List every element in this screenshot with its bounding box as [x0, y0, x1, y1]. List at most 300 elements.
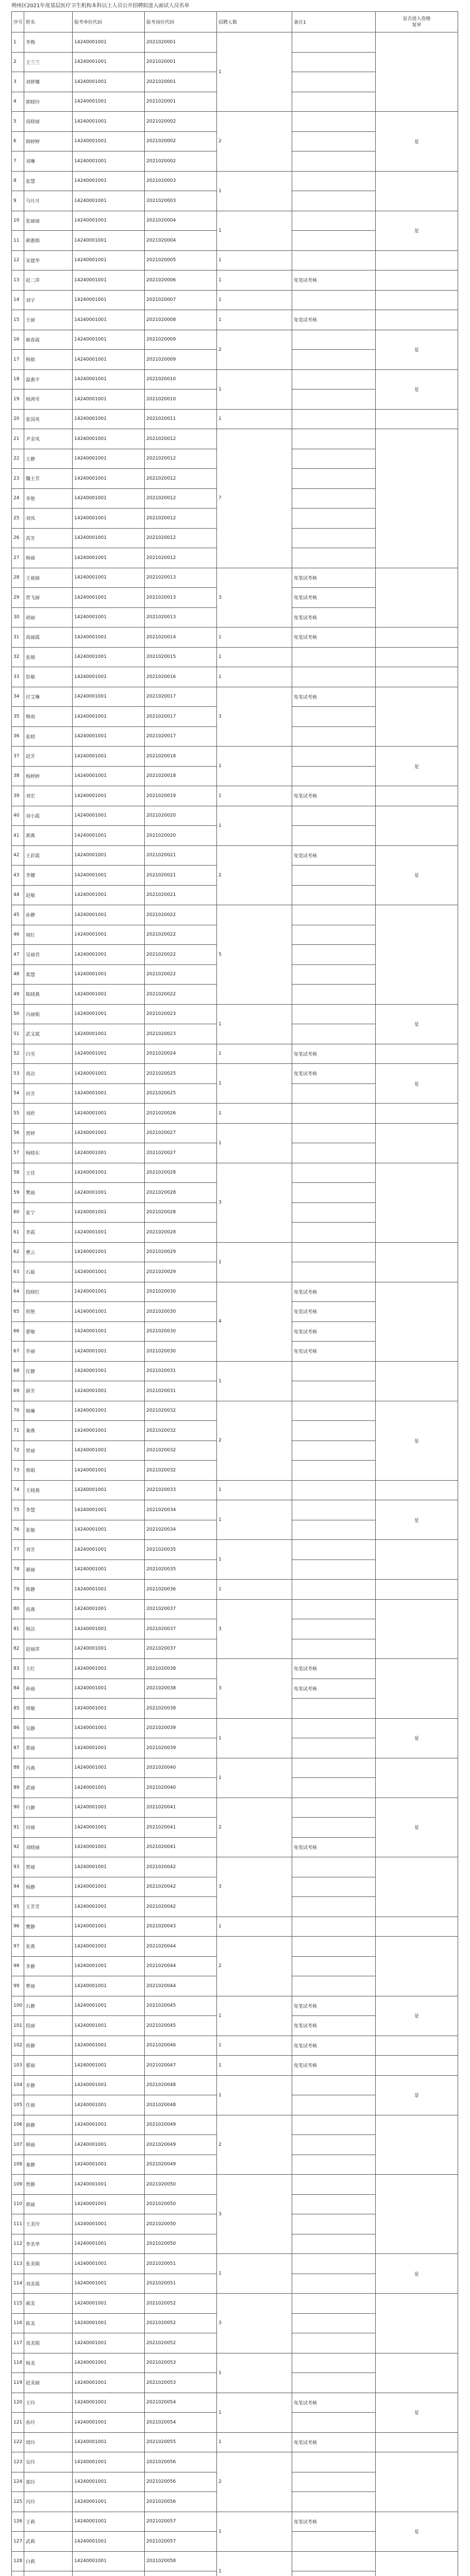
post-code: 2021020026	[145, 1104, 217, 1124]
table-row	[12, 1580, 458, 1600]
applicant-name: 李娜	[24, 866, 73, 886]
post-code: 2021020025	[145, 1083, 217, 1104]
recruit-count: 1	[217, 1540, 292, 1580]
row-index: 97	[12, 1937, 24, 1957]
post-code: 2021020038	[145, 1679, 217, 1699]
entry-status	[376, 1361, 458, 1401]
row-index: 9	[12, 191, 24, 211]
unit-code: 14240001001	[73, 687, 145, 707]
applicant-name: 刘美霞	[24, 2274, 73, 2294]
unit-code: 14240001001	[73, 1143, 145, 1163]
remark	[292, 1917, 376, 1937]
row-index: 20	[12, 409, 24, 429]
table-row	[12, 1004, 458, 1024]
row-index	[12, 2571, 24, 2576]
entry-status	[376, 290, 458, 310]
applicant-name: 李美华	[24, 2234, 73, 2254]
post-code: 2021020049	[145, 2115, 217, 2135]
post-code: 2021020007	[145, 290, 217, 310]
applicant-name: 杨晓东	[24, 1143, 73, 1163]
unit-code: 14240001001	[73, 985, 145, 1005]
unit-code: 14240001001	[73, 1877, 145, 1897]
entry-status	[376, 1758, 458, 1798]
applicant-name: 赵敏	[24, 885, 73, 905]
unit-code: 14240001001	[73, 1619, 145, 1639]
table-header	[12, 12, 458, 32]
unit-code: 14240001001	[73, 1599, 145, 1619]
recruit-count: 1	[217, 2353, 292, 2393]
post-code: 2021020009	[145, 330, 217, 350]
applicant-name: 韩婷婷	[24, 131, 73, 151]
row-index: 42	[12, 845, 24, 866]
row-index: 100	[12, 1996, 24, 2016]
entry-status	[376, 2036, 458, 2056]
applicant-name: 郝春霞	[24, 330, 73, 350]
applicant-name: 陈美	[24, 2313, 73, 2333]
recruit-count: 3	[217, 1857, 292, 1917]
recruit-count: 1	[217, 806, 292, 845]
post-code: 2021020030	[145, 1302, 217, 1322]
entry-status	[376, 1044, 458, 1064]
table-row	[12, 2056, 458, 2076]
recruit-count: 1	[217, 1242, 292, 1282]
row-index: 36	[12, 726, 24, 747]
remark	[292, 1401, 376, 1421]
row-index: 87	[12, 1738, 24, 1758]
remark	[292, 925, 376, 945]
table-row	[12, 270, 458, 291]
post-code: 2021020050	[145, 2175, 217, 2195]
post-code: 2021020004	[145, 211, 217, 231]
applicant-name: 张丽丽	[24, 211, 73, 231]
applicant-name: 王莉	[24, 2512, 73, 2532]
entry-status: 是	[376, 2075, 458, 2115]
recruit-count: 1	[217, 2036, 292, 2056]
unit-code: 14240001001	[73, 1024, 145, 1044]
unit-code: 14240001001	[73, 1242, 145, 1262]
recruit-count: 1	[217, 747, 292, 786]
recruit-count: 1	[217, 1580, 292, 1600]
applicant-name: 段丽	[24, 2016, 73, 2036]
remark	[292, 1123, 376, 1143]
unit-code: 14240001001	[73, 1044, 145, 1064]
post-code: 2021020013	[145, 588, 217, 608]
row-index: 41	[12, 826, 24, 846]
recruit-count: 3	[217, 568, 292, 628]
row-index: 7	[12, 151, 24, 172]
remark	[292, 647, 376, 667]
entry-status: 是	[376, 330, 458, 369]
remark	[292, 449, 376, 469]
post-code: 2021020029	[145, 1242, 217, 1262]
row-index: 57	[12, 1143, 24, 1163]
applicant-name: 樊丽	[24, 1183, 73, 1203]
table-row	[12, 628, 458, 648]
applicant-name: 陈晓燕	[24, 985, 73, 1005]
row-index: 50	[12, 1004, 24, 1024]
post-code: 2021020054	[145, 2413, 217, 2433]
entry-status: 是	[376, 2254, 458, 2294]
applicant-name: 杨洁	[24, 1619, 73, 1639]
remark	[292, 2155, 376, 2175]
applicant-name: 张宁	[24, 1202, 73, 1223]
remark	[292, 2294, 376, 2314]
remark: 免笔试考核	[292, 2393, 376, 2413]
applicant-name: 王静	[24, 449, 73, 469]
entry-status	[376, 2551, 458, 2576]
row-index: 35	[12, 707, 24, 727]
table-row	[12, 290, 458, 310]
remark	[292, 1262, 376, 1282]
row-index: 13	[12, 270, 24, 291]
applicant-name: 刘凤	[24, 509, 73, 529]
unit-code: 14240001001	[73, 1104, 145, 1124]
applicant-name: 张国英	[24, 409, 73, 429]
applicant-name: 曹云	[24, 1242, 73, 1262]
unit-code: 14240001001	[73, 131, 145, 151]
unit-code: 14240001001	[73, 488, 145, 509]
post-code: 2021020013	[145, 568, 217, 588]
row-index: 21	[12, 429, 24, 449]
entry-status	[376, 628, 458, 648]
remark	[292, 1024, 376, 1044]
table-row	[12, 2512, 458, 2532]
applicant-name: 乔丽	[24, 1342, 73, 1362]
post-code: 2021020022	[145, 985, 217, 1005]
row-index: 68	[12, 1361, 24, 1381]
applicant-name: 张慧	[24, 171, 73, 191]
row-index: 82	[12, 1639, 24, 1659]
post-code: 2021020032	[145, 1461, 217, 1481]
unit-code: 14240001001	[73, 1738, 145, 1758]
applicant-name: 石静	[24, 1996, 73, 2016]
recruit-count: 1	[217, 1064, 292, 1104]
applicant-name: 刘晓丽	[24, 1837, 73, 1857]
row-index: 6	[12, 131, 24, 151]
entry-status	[376, 1123, 458, 1163]
unit-code: 14240001001	[73, 845, 145, 866]
recruit-count: 1	[217, 310, 292, 330]
recruit-count: 1	[217, 1123, 292, 1163]
post-code: 2021020021	[145, 885, 217, 905]
roster-table	[11, 11, 458, 2576]
unit-code: 14240001001	[73, 1500, 145, 1520]
unit-code: 14240001001	[73, 1282, 145, 1302]
remark: 免笔试考核	[292, 1837, 376, 1857]
applicant-name: 王美玲	[24, 2214, 73, 2234]
post-code: 2021020048	[145, 2095, 217, 2115]
unit-code: 14240001001	[73, 647, 145, 667]
applicant-name: 王彩霞	[24, 845, 73, 866]
entry-status	[376, 1282, 458, 1361]
remark	[292, 1183, 376, 1203]
table-row	[12, 1857, 458, 1877]
post-code: 2021020031	[145, 1361, 217, 1381]
table-row	[12, 2294, 458, 2314]
applicant-name: 翟敏	[24, 1321, 73, 1342]
recruit-count: 1	[217, 369, 292, 409]
row-index: 61	[12, 1223, 24, 1243]
remark	[292, 2452, 376, 2472]
applicant-name: 武丽	[24, 1778, 73, 1798]
post-code: 2021020036	[145, 1580, 217, 1600]
post-code: 2021020005	[145, 250, 217, 270]
applicant-name: 秦燕	[24, 1421, 73, 1441]
unit-code: 14240001001	[73, 528, 145, 548]
recruit-count: 1	[217, 2393, 292, 2432]
remark	[292, 548, 376, 568]
unit-code: 14240001001	[73, 1560, 145, 1580]
post-code: 2021020022	[145, 905, 217, 925]
applicant-name: 马月月	[24, 191, 73, 211]
post-code: 2021020058	[145, 2551, 217, 2571]
applicant-name: 张婧	[24, 647, 73, 667]
applicant-name: 赵丽萍	[24, 1639, 73, 1659]
post-code: 2021020032	[145, 1421, 217, 1441]
remark	[292, 2472, 376, 2492]
table-row	[12, 2115, 458, 2135]
applicant-name: 张敏	[24, 1520, 73, 1540]
post-code: 2021020024	[145, 1044, 217, 1064]
row-index: 76	[12, 1520, 24, 1540]
recruit-count: 2	[217, 2452, 292, 2512]
post-code: 2021020044	[145, 1976, 217, 1996]
remark	[292, 1718, 376, 1738]
unit-code: 14240001001	[73, 1699, 145, 1719]
unit-code: 14240001001	[73, 2095, 145, 2115]
unit-code: 14240001001	[73, 826, 145, 846]
remark	[292, 1143, 376, 1163]
applicant-name: 温惠平	[24, 369, 73, 389]
table-row	[12, 330, 458, 350]
remark	[292, 2353, 376, 2373]
remark	[292, 1480, 376, 1500]
applicant-name: 张晓	[24, 726, 73, 747]
entry-status: 是	[376, 2393, 458, 2432]
row-index: 65	[12, 1302, 24, 1322]
unit-code: 14240001001	[73, 607, 145, 628]
unit-code: 14240001001	[73, 786, 145, 806]
remark	[292, 2413, 376, 2433]
post-code: 2021020054	[145, 2393, 217, 2413]
post-code: 2021020041	[145, 1837, 217, 1857]
remark: 免笔试考核	[292, 310, 376, 330]
post-code: 2021020012	[145, 429, 217, 449]
entry-status	[376, 429, 458, 568]
remark: 免笔试考核	[292, 2056, 376, 2076]
remark	[292, 409, 376, 429]
entry-status	[376, 647, 458, 667]
applicant-name: 王芳芳	[24, 1897, 73, 1917]
unit-code: 14240001001	[73, 1679, 145, 1699]
remark: 免笔试考核	[292, 607, 376, 628]
row-index: 63	[12, 1262, 24, 1282]
remark: 免笔试考核	[292, 2016, 376, 2036]
entry-status	[376, 806, 458, 845]
row-index: 96	[12, 1917, 24, 1937]
applicant-name: 魏王芳	[24, 469, 73, 489]
applicant-name: 贾静	[24, 2175, 73, 2195]
row-index: 56	[12, 1123, 24, 1143]
table-row	[12, 32, 458, 53]
entry-status: 是	[376, 1401, 458, 1480]
entry-status	[376, 1580, 458, 1600]
remark	[292, 1361, 376, 1381]
row-index: 44	[12, 885, 24, 905]
entry-status	[376, 310, 458, 330]
applicant-name: 王红	[24, 1659, 73, 1679]
row-index: 5	[12, 112, 24, 132]
post-code: 2021020051	[145, 2274, 217, 2294]
row-index: 75	[12, 1500, 24, 1520]
post-code: 2021020042	[145, 1897, 217, 1917]
entry-status: 是	[376, 2512, 458, 2551]
row-index: 67	[12, 1342, 24, 1362]
table-row	[12, 429, 458, 449]
row-index: 74	[12, 1480, 24, 1500]
recruit-count: 3	[217, 687, 292, 747]
row-index: 29	[12, 588, 24, 608]
remark	[292, 1202, 376, 1223]
applicant-name: 武莉	[24, 2532, 73, 2552]
row-index: 4	[12, 92, 24, 112]
recruit-count: 1	[217, 1758, 292, 1798]
row-index: 124	[12, 2472, 24, 2492]
unit-code: 14240001001	[73, 2373, 145, 2393]
applicant-name: 胡丽	[24, 607, 73, 628]
remark	[292, 766, 376, 786]
table-row	[12, 1500, 458, 1520]
unit-code: 14240001001	[73, 1758, 145, 1778]
table-row	[12, 786, 458, 806]
row-index: 123	[12, 2452, 24, 2472]
recruit-count: 1	[217, 1004, 292, 1044]
remark	[292, 866, 376, 886]
post-code: 2021020041	[145, 1798, 217, 1818]
unit-code: 14240001001	[73, 409, 145, 429]
unit-code: 14240001001	[73, 32, 145, 53]
applicant-name: 白雪	[24, 1044, 73, 1064]
unit-code: 14240001001	[73, 2016, 145, 2036]
table-row	[12, 1163, 458, 1183]
post-code: 2021020035	[145, 1560, 217, 1580]
remark	[292, 1818, 376, 1838]
entry-status	[376, 1659, 458, 1719]
remark	[292, 1699, 376, 1719]
unit-code: 14240001001	[73, 905, 145, 925]
post-code: 2021020029	[145, 1262, 217, 1282]
post-code: 2021020053	[145, 2353, 217, 2373]
remark	[292, 72, 376, 92]
applicant-name: 冯丽娟	[24, 1004, 73, 1024]
applicant-name: 彭敏	[24, 667, 73, 687]
recruit-count: 7	[217, 429, 292, 568]
applicant-name: 郭晓玲	[24, 92, 73, 112]
table-row	[12, 905, 458, 925]
unit-code: 14240001001	[73, 2393, 145, 2413]
unit-code: 14240001001	[73, 2234, 145, 2254]
applicant-name: 曹丽	[24, 1976, 73, 1996]
applicant-name: 王兰兰	[24, 52, 73, 72]
remark	[292, 806, 376, 826]
unit-code: 14240001001	[73, 1083, 145, 1104]
applicant-name: 杨丽	[24, 548, 73, 568]
post-code: 2021020032	[145, 1401, 217, 1421]
row-index: 108	[12, 2155, 24, 2175]
applicant-name: 刘芳	[24, 1540, 73, 1560]
unit-code: 14240001001	[73, 1381, 145, 1401]
applicant-name: 石磊	[24, 1262, 73, 1282]
row-index: 27	[12, 548, 24, 568]
post-code: 2021020037	[145, 1639, 217, 1659]
unit-code: 14240001001	[73, 350, 145, 370]
applicant-name: 高晓丽	[24, 112, 73, 132]
row-index: 85	[12, 1699, 24, 1719]
post-code: 2021020003	[145, 171, 217, 191]
unit-code: 14240001001	[73, 2492, 145, 2512]
post-code: 2021020040	[145, 1758, 217, 1778]
row-index: 11	[12, 231, 24, 251]
applicant-name: 白静	[24, 1798, 73, 1818]
entry-status: 是	[376, 1718, 458, 1758]
row-index: 58	[12, 1163, 24, 1183]
applicant-name: 李霞	[24, 1223, 73, 1243]
applicant-name: 王玲	[24, 2393, 73, 2413]
remark	[292, 905, 376, 925]
post-code: 2021020047	[145, 2056, 217, 2076]
unit-code: 14240001001	[73, 171, 145, 191]
post-code: 2021020042	[145, 1877, 217, 1897]
unit-code: 14240001001	[73, 568, 145, 588]
post-code: 2021020052	[145, 2294, 217, 2314]
remark	[292, 1083, 376, 1104]
row-index: 117	[12, 2333, 24, 2353]
post-code: 2021020023	[145, 1004, 217, 1024]
row-index: 90	[12, 1798, 24, 1818]
table-row	[12, 2452, 458, 2472]
post-code: 2021020053	[145, 2373, 217, 2393]
remark	[292, 1421, 376, 1441]
remark: 免笔试考核	[292, 1302, 376, 1322]
table-row	[12, 747, 458, 767]
post-code: 2021020017	[145, 687, 217, 707]
remark	[292, 509, 376, 529]
remark	[292, 1599, 376, 1619]
table-row	[12, 211, 458, 231]
row-index: 3	[12, 72, 24, 92]
applicant-name: 杨鸿雪	[24, 389, 73, 410]
row-index: 113	[12, 2254, 24, 2274]
remark	[292, 231, 376, 251]
post-code: 2021020045	[145, 1996, 217, 2016]
table-row	[12, 369, 458, 389]
remark	[292, 985, 376, 1005]
table-row	[12, 112, 458, 132]
remark	[292, 369, 376, 389]
applicant-name: 樊静	[24, 1917, 73, 1937]
unit-code: 14240001001	[73, 211, 145, 231]
post-code: 2021020022	[145, 945, 217, 965]
applicant-name: 刘宏	[24, 786, 73, 806]
remark	[292, 2571, 376, 2576]
recruit-count: 1	[217, 290, 292, 310]
applicant-name: 郭燕	[24, 826, 73, 846]
applicant-name: 梅雨	[24, 707, 73, 727]
row-index: 110	[12, 2194, 24, 2214]
applicant-name: 郝美	[24, 2294, 73, 2314]
remark	[292, 667, 376, 687]
remark: 免笔试考核	[292, 1996, 376, 2016]
